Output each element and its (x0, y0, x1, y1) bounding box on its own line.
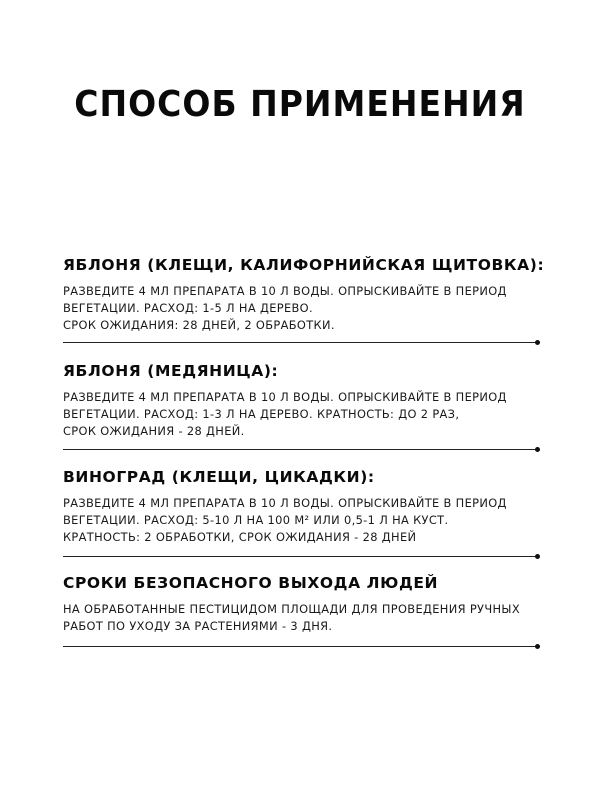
body-line: РАЗВЕДИТЕ 4 МЛ ПРЕПАРАТА В 10 Л ВОДЫ. ОПРЫСКИВАЙТЕ В ПЕРИОД (63, 390, 507, 404)
divider-dot (535, 644, 540, 649)
section-apple-mites (63, 256, 543, 334)
body-line: РАБОТ ПО УХОДУ ЗА РАСТЕНИЯМИ - 3 ДНЯ. (63, 619, 333, 633)
section-heading: ВИНОГРАД (КЛЕЩИ, ЦИКАДКИ): (63, 468, 375, 486)
section-grape (63, 468, 543, 546)
section-divider (63, 449, 537, 450)
section-body (63, 495, 543, 546)
body-line: ВЕГЕТАЦИИ. РАСХОД: 1-5 Л НА ДЕРЕВО. (63, 301, 313, 315)
body-line: ВЕГЕТАЦИИ. РАСХОД: 5-10 Л НА 100 М² ИЛИ 0,5-1 Л НА КУСТ. (63, 513, 449, 527)
body-line: ВЕГЕТАЦИИ. РАСХОД: 1-3 Л НА ДЕРЕВО. КРАТНОСТЬ: ДО 2 РАЗ, (63, 407, 460, 421)
body-line: РАЗВЕДИТЕ 4 МЛ ПРЕПАРАТА В 10 Л ВОДЫ. ОПРЫСКИВАЙТЕ В ПЕРИОД (63, 496, 507, 510)
body-line: СРОК ОЖИДАНИЯ: 28 ДНЕЙ, 2 ОБРАБОТКИ. (63, 318, 335, 332)
section-divider (63, 646, 537, 647)
section-safe-exit (63, 574, 543, 635)
body-line: НА ОБРАБОТАННЫЕ ПЕСТИЦИДОМ ПЛОЩАДИ ДЛЯ ПРОВЕДЕНИЯ РУЧНЫХ (63, 602, 520, 616)
body-line: РАЗВЕДИТЕ 4 МЛ ПРЕПАРАТА В 10 Л ВОДЫ. ОПРЫСКИВАЙТЕ В ПЕРИОД (63, 284, 507, 298)
body-line: СРОК ОЖИДАНИЯ - 28 ДНЕЙ. (63, 424, 245, 438)
section-body (63, 283, 543, 334)
section-heading: ЯБЛОНЯ (МЕДЯНИЦА): (63, 362, 279, 380)
divider-dot (535, 340, 540, 345)
section-body (63, 389, 543, 440)
divider-dot (535, 554, 540, 559)
section-divider (63, 342, 537, 343)
section-apple-psyllid (63, 362, 543, 440)
divider-dot (535, 447, 540, 452)
section-divider (63, 556, 537, 557)
section-heading: ЯБЛОНЯ (КЛЕЩИ, КАЛИФОРНИЙСКАЯ ЩИТОВКА): (63, 256, 545, 274)
body-line: КРАТНОСТЬ: 2 ОБРАБОТКИ, СРОК ОЖИДАНИЯ - 28 ДНЕЙ (63, 530, 417, 544)
page-title: СПОСОБ ПРИМЕНЕНИЯ (74, 82, 526, 125)
section-heading: СРОКИ БЕЗОПАСНОГО ВЫХОДА ЛЮДЕЙ (63, 574, 439, 592)
section-body (63, 601, 543, 635)
